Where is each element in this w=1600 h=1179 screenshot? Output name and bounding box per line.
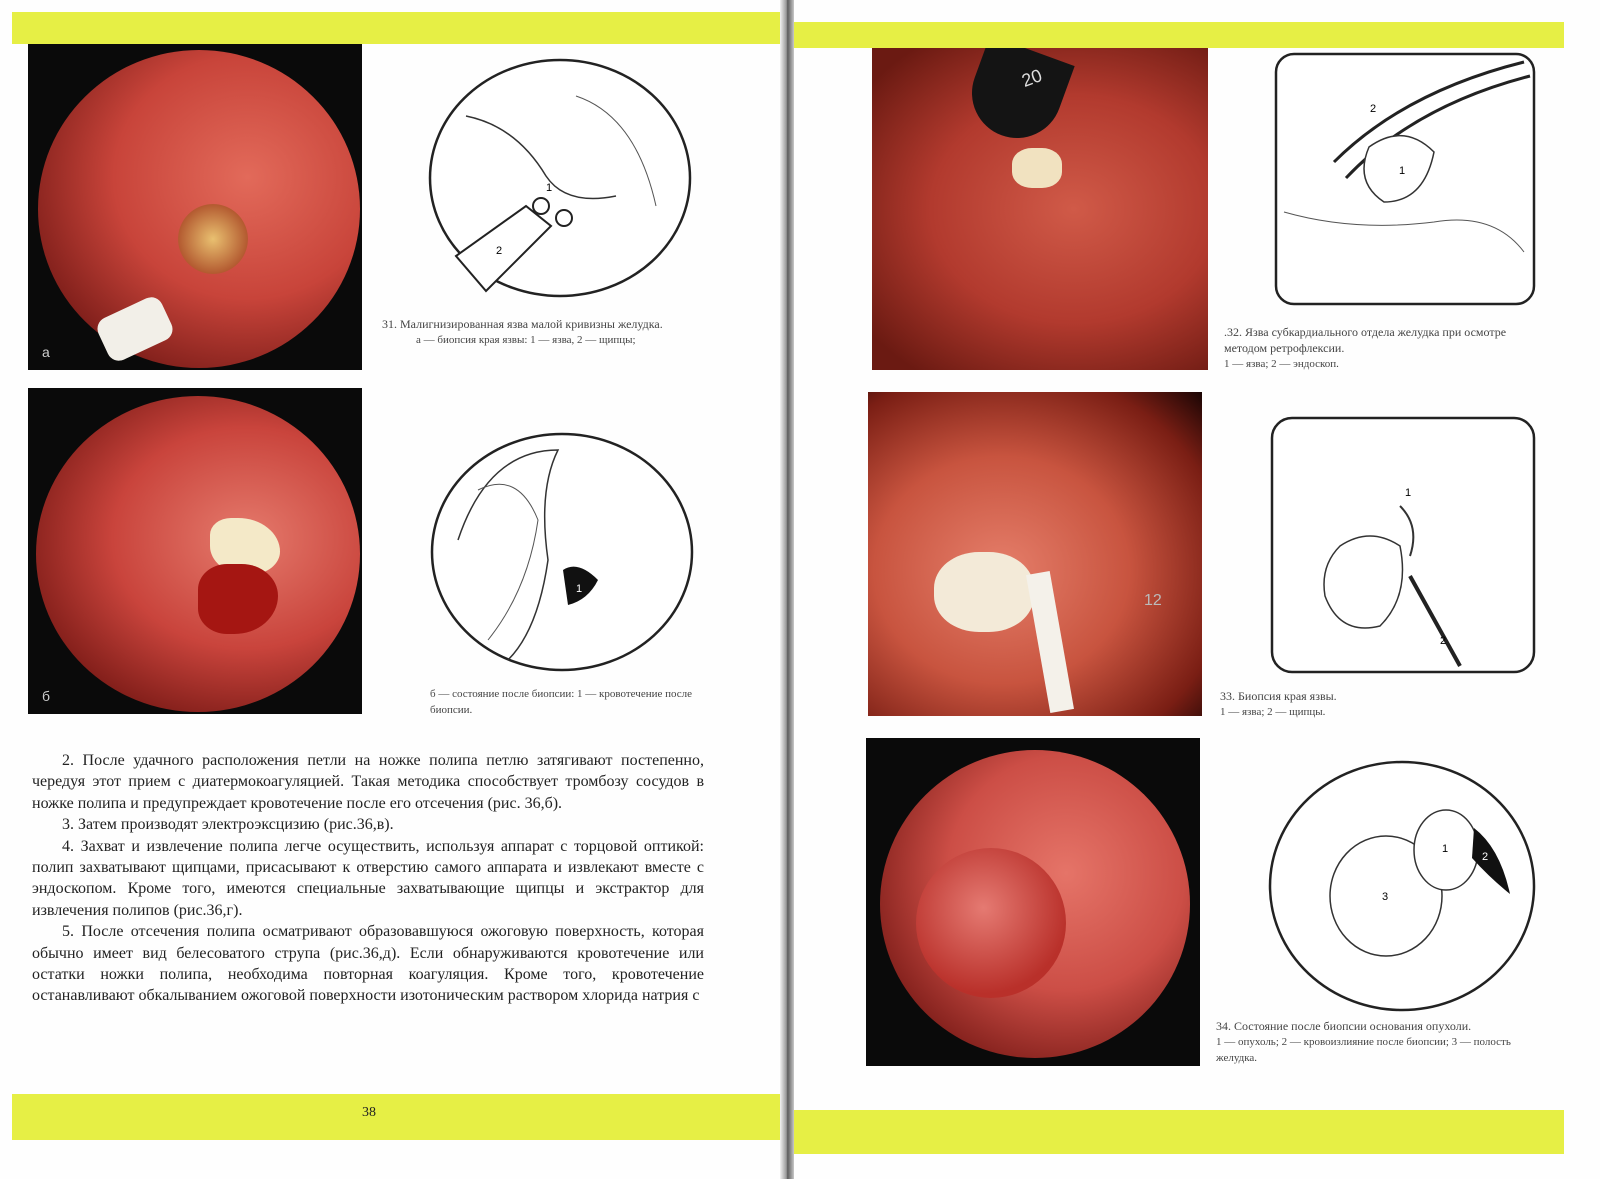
fig34-subcaption: 1 — опухоль; 2 — кровоизлияние после биопсии; 3 — полость желудка. xyxy=(1216,1036,1511,1064)
fig33-caption xyxy=(1220,688,1540,720)
page-number: 38 xyxy=(362,1105,376,1120)
label-34-3: 3 xyxy=(1382,891,1389,903)
fig31-caption xyxy=(382,316,702,348)
top-band-right xyxy=(794,22,1564,48)
fig34-title: 34. Состояние после биопсии основания опухоли. xyxy=(1216,1019,1472,1033)
bottom-band-right xyxy=(794,1110,1564,1154)
label-34-1: 1 xyxy=(1442,843,1449,855)
ulcer-white xyxy=(934,552,1034,632)
label-33-2: 2 xyxy=(1440,635,1447,647)
paragraph-4: 4. Захват и извлечение полипа легче осуществить, используя аппарат с торцовой оптикой: полип захватывают щипцами, присасывают к отверстию самого аппарата и извлекают вместе с эндоскопом. Кроме того, имеются специальные захватывающие щипцы и экстрактор для извлечения полипов (рис.36,г). xyxy=(32,837,704,919)
label-33-1: 1 xyxy=(1405,487,1412,499)
body-text xyxy=(32,750,704,1007)
ulcer-spot xyxy=(1012,148,1062,188)
label-31a-1: 1 xyxy=(546,182,553,194)
endoscopy-photo-33 xyxy=(868,392,1202,716)
paragraph-2: 2. После удачного расположения петли на ножке полипа петлю затягивают постепенно, чередуя этот прием с диатермокоагуляцией. Такая методика способствует тромбозу сосудов в ножке полипа и предупреждает кровотечение после его отсечения (рис. 36,б). xyxy=(32,752,704,812)
fig31-title: 31. Малигнизированная язва малой кривизны желудка. xyxy=(382,317,663,331)
sketch-33 xyxy=(1270,416,1536,674)
sketch-34 xyxy=(1266,758,1538,1014)
sketch-31b xyxy=(428,430,696,676)
endoscopy-photo-b xyxy=(28,388,362,714)
label-32-2: 2 xyxy=(1370,103,1377,115)
paragraph-5: 5. После отсечения полипа осматривают образовавшуюся ожоговую поверхность, которая обычно имеет вид белесоватого струпа (рис.36,д). Если обнаруживаются кровотечение или остатки ножки полипа, необходима повторная коагуляция. Кроме того, кровотечение останавливают обкалыванием ожоговой поверхности изотоническим раствором хлорида натрия с xyxy=(32,923,704,1005)
paragraph-3: 3. Затем производят электроэксцизию (рис.36,в). xyxy=(62,816,394,834)
label-34-2: 2 xyxy=(1482,851,1489,863)
sketch-32 xyxy=(1274,52,1536,306)
label-31b-1: 1 xyxy=(576,583,583,595)
photo-letter-a: а xyxy=(42,344,50,360)
photo32-scope-mark: 20 xyxy=(1019,65,1045,91)
label-32-1: 1 xyxy=(1399,165,1406,177)
label-31a-2: 2 xyxy=(496,245,503,257)
sketch-31a xyxy=(426,56,694,302)
fig31b-caption: б — состояние после биопсии: 1 — кровотечение после биопсии. xyxy=(430,688,693,716)
book-gutter xyxy=(780,0,794,1179)
endoscopy-photo-34 xyxy=(866,738,1200,1066)
bottom-band-left xyxy=(12,1094,780,1140)
fig32-caption xyxy=(1224,324,1540,372)
fig33-title: 33. Биопсия края язвы. xyxy=(1220,689,1337,703)
photo33-mark: 12 xyxy=(1144,592,1162,609)
photo-letter-b: б xyxy=(42,688,51,704)
endoscopy-photo-32 xyxy=(872,48,1208,370)
fig31-subcaption: а — биопсия края язвы: 1 — язва, 2 — щипцы; xyxy=(416,334,636,346)
tumor-base xyxy=(916,848,1066,998)
fig32-subcaption: 1 — язва; 2 — эндоскоп. xyxy=(1224,358,1339,370)
endoscopy-photo-a xyxy=(28,44,362,370)
fig32-title: .32. Язва субкардиального отдела желудка при осмотре методом ретрофлексии. xyxy=(1224,325,1507,355)
fig34-caption xyxy=(1216,1018,1544,1066)
fig33-subcaption: 1 — язва; 2 — щипцы. xyxy=(1220,706,1326,718)
top-band-left xyxy=(12,12,780,44)
